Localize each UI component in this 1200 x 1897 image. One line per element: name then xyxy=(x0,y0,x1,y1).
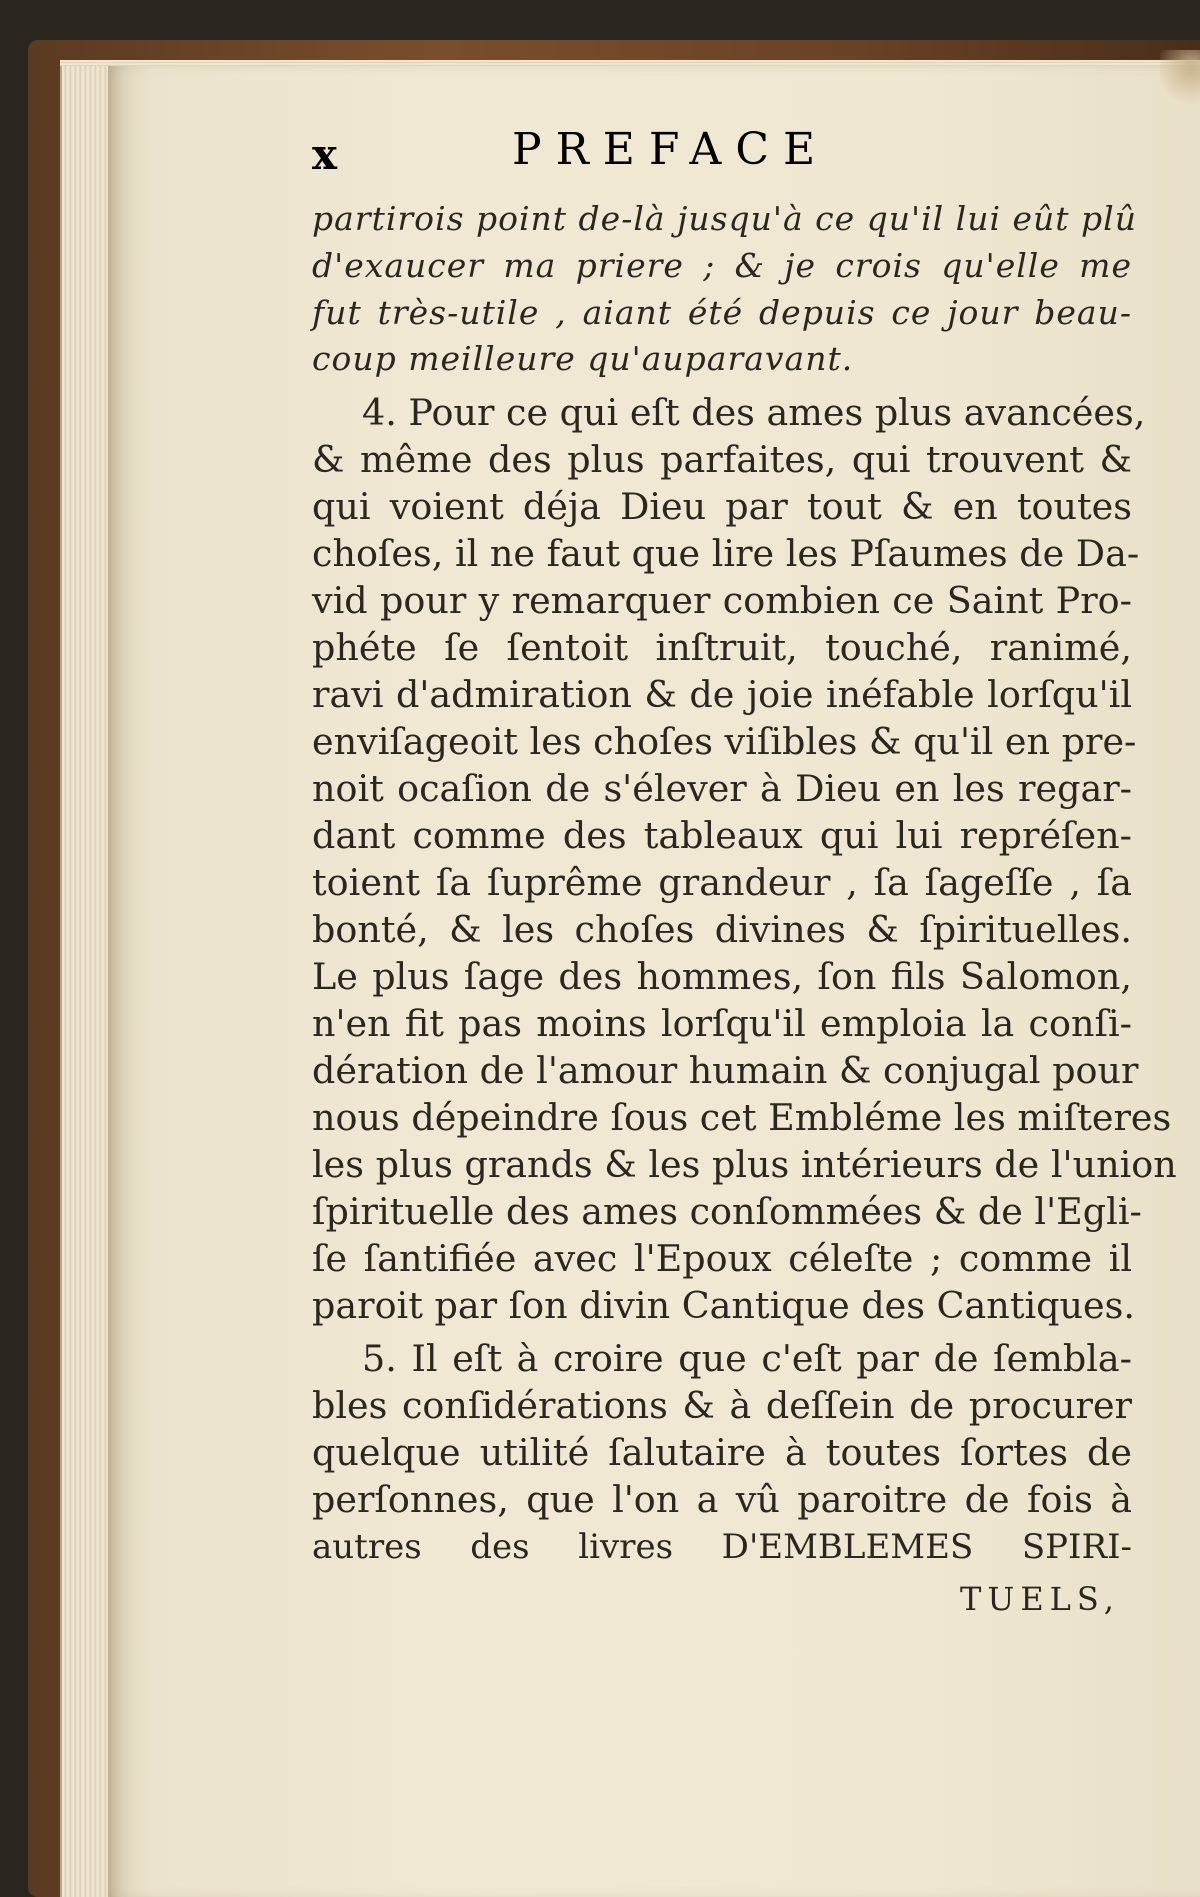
text-line: fut très-utile , aiant été depuis ce jour beau- xyxy=(312,293,1132,332)
text-line: quelque utilité ſalutaire à toutes ſortes de xyxy=(312,1431,1132,1474)
corner-stain xyxy=(1160,50,1200,110)
text-line: bles conſidérations & à deſſein de procurer xyxy=(312,1384,1132,1427)
text-line: autres des livres D'EMBLEMES SPIRI- xyxy=(312,1527,1132,1567)
text-line: ſe ſantifiée avec l'Epoux céleſte ; comme il xyxy=(312,1237,1132,1280)
folio-number: x xyxy=(312,130,340,179)
paragraph-4-start: 4. Pour ce qui eſt des ames plus avancées, xyxy=(362,391,1146,434)
text-line: bonté, & les choſes divines & ſpirituelles. xyxy=(312,908,1132,951)
text-line: ravi d'admiration & de joie inéfable lorſqu'il xyxy=(312,673,1132,716)
text-line: & même des plus parfaites, qui trouvent & xyxy=(312,438,1132,481)
text-line: Le plus ſage des hommes, ſon fils Salomon, xyxy=(312,955,1132,998)
text-line: partirois point de-là jusqu'à ce qu'il lui eût plû xyxy=(312,199,1137,238)
text-line: d'exaucer ma priere ; & je crois qu'elle me xyxy=(312,246,1132,285)
text-line: noit ocaſion de s'élever à Dieu en les regar- xyxy=(312,767,1132,810)
text-line: nous dépeindre ſous cet Embléme les miſteres xyxy=(312,1096,1172,1139)
text-line: qui voient déja Dieu par tout & en toutes xyxy=(312,485,1132,528)
paragraph-5-start: 5. Il eſt à croire que c'eſt par de ſembla- xyxy=(362,1337,1132,1380)
text-line: n'en fit pas moins lorſqu'il emploia la conſi- xyxy=(312,1002,1132,1045)
text-line: dération de l'amour humain & conjugal pour xyxy=(312,1049,1139,1092)
text-line: toient ſa ſuprême grandeur , ſa ſageſſe , ſa xyxy=(312,861,1132,904)
page-header xyxy=(312,124,1132,184)
text-line: phéte ſe ſentoit inſtruit, touché, ranimé, xyxy=(312,626,1132,669)
text-line: vid pour y remarquer combien ce Saint Pro- xyxy=(312,579,1132,622)
running-title: PREFACE xyxy=(512,124,830,175)
text-line: perſonnes, que l'on a vû paroitre de fois à xyxy=(312,1478,1132,1521)
text-line: enviſageoit les choſes viſibles & qu'il en pre- xyxy=(312,720,1137,763)
text-line: dant comme des tableaux qui lui repréſen- xyxy=(312,814,1132,857)
text-line: choſes, il ne faut que lire les Pſaumes de Da- xyxy=(312,532,1140,575)
text-line: les plus grands & les plus intérieurs de l'union xyxy=(312,1143,1177,1186)
catchword: TUELS, xyxy=(960,1580,1120,1618)
text-line: coup meilleure qu'auparavant. xyxy=(312,339,854,378)
text-line: paroit par ſon divin Cantique des Cantiques. xyxy=(312,1284,1135,1327)
text-line: ſpirituelle des ames conſommées & de l'Egli- xyxy=(312,1190,1142,1233)
